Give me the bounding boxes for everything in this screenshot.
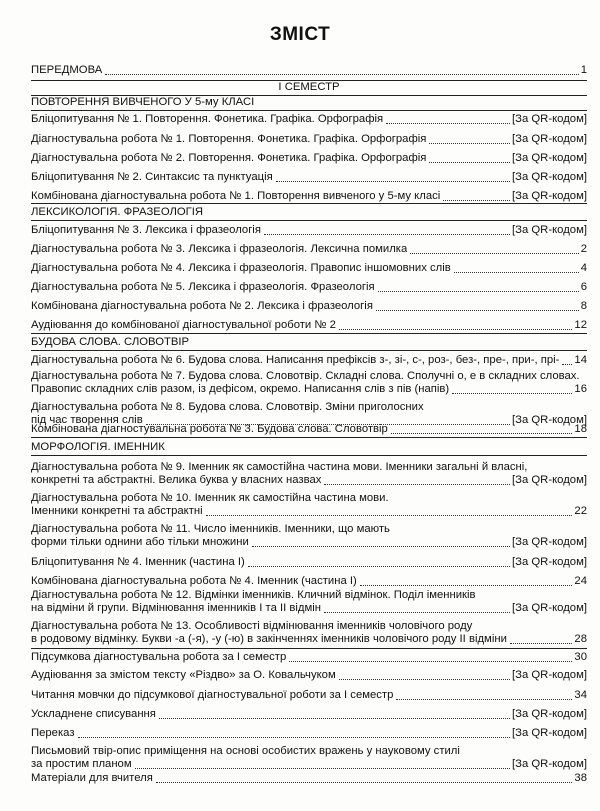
- toc-entry-label: Бліцопитування № 3. Лексика і фразеологія: [31, 224, 261, 236]
- leader-dots: [443, 199, 510, 201]
- toc-entry-page: [За QR-кодом]: [512, 171, 587, 183]
- leader-dots: [410, 252, 578, 254]
- toc-entry-page: 28: [574, 633, 587, 645]
- toc-entry-page: [За QR-кодом]: [512, 708, 587, 720]
- toc-entry[interactable]: [31, 300, 587, 313]
- toc-entry[interactable]: [31, 171, 587, 184]
- leader-dots: [376, 309, 579, 311]
- section-heading: [31, 96, 587, 109]
- leader-dots: [386, 122, 510, 124]
- toc-entry-page: [За QR-кодом]: [512, 727, 587, 739]
- toc-entry[interactable]: [31, 152, 587, 165]
- toc-entry-page: [За QR-кодом]: [512, 669, 587, 681]
- toc-entry-page: 14: [574, 354, 587, 366]
- divider: [31, 203, 587, 204]
- divider: [31, 648, 587, 649]
- leader-dots: [78, 736, 511, 738]
- toc-entry-page: 34: [574, 689, 587, 701]
- toc-entry[interactable]: [31, 370, 587, 396]
- toc-entry-label: Діагностувальна робота № 6. Будова слова. Написання префіксів з-, зі-, с-, роз-, без-, пре-, при-, прі-: [31, 354, 560, 366]
- toc-entry[interactable]: [31, 133, 587, 146]
- toc-entry[interactable]: [31, 523, 587, 549]
- semester-heading: І СЕМЕСТР: [278, 81, 340, 93]
- toc-entry[interactable]: [31, 243, 587, 256]
- toc-entry[interactable]: [31, 319, 587, 332]
- toc-entry-page: 8: [580, 300, 587, 312]
- toc-entry-label: Діагностувальна робота № 7. Будова слова. Словотвір. Складні слова. Сполучні о, е в складних словах.: [31, 370, 580, 382]
- toc-entry[interactable]: [31, 651, 587, 664]
- leader-dots: [324, 483, 510, 485]
- toc-entry-page: 4: [580, 262, 587, 274]
- toc-entry-label: Комбінована діагностувальна робота № 2. Лексика і фразеологія: [31, 300, 373, 312]
- toc-entry-label: Діагностувальна робота № 1. Повторення. Фонетика. Графіка. Орфографія: [31, 133, 427, 145]
- toc-entry-label: Діагностувальна робота № 9. Іменник як самостійна частина мови. Іменники загальні й власні,: [31, 461, 528, 473]
- toc-entry-label: Комбінована діагностувальна робота № 1. Повторення вивченого у 5-му класі: [31, 190, 441, 202]
- toc-entry-page: [За QR-кодом]: [512, 556, 587, 568]
- leader-dots: [429, 161, 510, 163]
- toc-entry-label: Читання мовчки до підсумкової діагностувальної роботи за І семестр: [31, 689, 394, 701]
- toc-entry-page: [За QR-кодом]: [512, 758, 587, 770]
- leader-dots: [156, 781, 573, 783]
- toc-entry-label: Бліцопитування № 2. Синтаксис та пунктуація: [31, 171, 273, 183]
- toc-entry-label: в родовому відмінку. Букви -а (-я), -у (-ю) в закінченнях іменників чоловічого роду ІІ відміни: [31, 633, 507, 645]
- toc-entry[interactable]: [31, 772, 587, 785]
- divider: [31, 110, 587, 111]
- toc-entry[interactable]: [31, 492, 587, 518]
- toc-entry-label: Бліцопитування № 4. Іменник (частина І): [31, 556, 245, 568]
- toc-entry-page: [За QR-кодом]: [512, 224, 587, 236]
- divider: [31, 333, 587, 334]
- toc-entry-intro[interactable]: [31, 64, 587, 77]
- leader-dots: [360, 584, 573, 586]
- toc-entry-page: [За QR-кодом]: [512, 536, 587, 548]
- toc-entry-page: [За QR-кодом]: [512, 414, 587, 426]
- toc-entry-label: Діагностувальна робота № 2. Повторення. Фонетика. Графіка. Орфографія: [31, 152, 427, 164]
- leader-dots: [289, 660, 572, 662]
- toc-entry-label: ПЕРЕДМОВА: [31, 64, 103, 76]
- leader-dots: [324, 611, 510, 613]
- page-title: ЗМІСТ: [269, 24, 331, 45]
- toc-entry-label: Діагностувальна робота № 12. Відмінки іменників. Кличний відмінок. Поділ іменників: [31, 589, 476, 601]
- section-heading: [31, 336, 587, 349]
- toc-entry-page: 1: [580, 64, 587, 76]
- leader-dots: [454, 271, 579, 273]
- toc-entry-label: на відміни й групи. Відмінювання іменників І та ІІ відмін: [31, 602, 322, 614]
- toc-entry[interactable]: [31, 727, 587, 740]
- toc-entry-page: [За QR-кодом]: [512, 474, 587, 486]
- toc-entry[interactable]: [31, 423, 587, 436]
- toc-entry-page: 22: [574, 505, 587, 517]
- toc-entry-label: Діагностувальна робота № 13. Особливості відмінювання іменників чоловічого роду: [31, 620, 473, 632]
- toc-entry-label: Бліцопитування № 1. Повторення. Фонетика. Графіка. Орфографія: [31, 113, 384, 125]
- toc-entry-page: 30: [574, 651, 587, 663]
- toc-entry-label: Матеріали для вчителя: [31, 772, 153, 784]
- toc-entry[interactable]: [31, 669, 587, 682]
- toc-entry-page: 12: [574, 319, 587, 331]
- toc-entry[interactable]: [31, 556, 587, 569]
- leader-dots: [378, 290, 579, 292]
- leader-dots: [510, 642, 573, 644]
- toc-entry-label: Діагностувальна робота № 8. Будова слова. Словотвір. Зміни приголосних: [31, 401, 424, 413]
- toc-entry-label: під час творення слів: [31, 414, 143, 426]
- toc-entry[interactable]: [31, 745, 587, 771]
- toc-entry-label: Діагностувальна робота № 10. Іменник як самостійна частина мови.: [31, 492, 389, 504]
- toc-entry-label: Діагностувальна робота № 5. Лексика і фразеологія. Фразеологія: [31, 281, 375, 293]
- toc-entry-label: Переказ: [31, 727, 75, 739]
- toc-entry-label: ЛЕКСИКОЛОГІЯ. ФРАЗЕОЛОГІЯ: [31, 206, 204, 218]
- toc-entry-label: за простим планом: [31, 758, 132, 770]
- leader-dots: [276, 180, 510, 182]
- toc-entry[interactable]: [31, 262, 587, 275]
- toc-entry[interactable]: [31, 113, 587, 126]
- toc-entry-page: [За QR-кодом]: [512, 190, 587, 202]
- toc-entry-label: Комбінована діагностувальна робота № 4. Іменник (частина І): [31, 575, 357, 587]
- toc-entry-page: [За QR-кодом]: [512, 602, 587, 614]
- toc-entry-label: ПОВТОРЕННЯ ВИВЧЕНОГО У 5-му КЛАСІ: [31, 96, 255, 108]
- toc-entry[interactable]: [31, 461, 587, 487]
- leader-dots: [391, 432, 573, 434]
- toc-entry[interactable]: [31, 689, 587, 702]
- toc-entry-label: Аудіювання до комбінованої діагностувальної роботи № 2: [31, 319, 336, 331]
- toc-entry-page: 38: [574, 772, 587, 784]
- toc-entry-label: Діагностувальна робота № 4. Лексика і фразеологія. Правопис іншомовних слів: [31, 262, 451, 274]
- divider: [31, 350, 587, 351]
- leader-dots: [135, 767, 510, 769]
- toc-entry-label: МОРФОЛОГІЯ. ІМЕННИК: [31, 441, 165, 453]
- divider: [31, 455, 587, 456]
- toc-entry-page: 18: [574, 423, 587, 435]
- toc-entry[interactable]: [31, 589, 587, 615]
- leader-dots: [206, 514, 573, 516]
- toc-entry[interactable]: [31, 224, 587, 237]
- toc-entry-label: Правопис складних слів разом, із дефісом, окремо. Написання слів з пів (напів): [31, 383, 450, 395]
- toc-entry-label: Ускладнене списування: [31, 708, 156, 720]
- section-heading: [31, 206, 587, 219]
- leader-dots: [105, 73, 578, 75]
- toc-entry-label: конкретні та абстрактні. Велика буква у власних назвах: [31, 474, 322, 486]
- leader-dots: [396, 698, 572, 700]
- toc-entry-label: Комбінована діагностувальна робота № 3. Будова слова. Словотвір: [31, 423, 388, 435]
- leader-dots: [159, 717, 510, 719]
- toc-entry-label: БУДОВА СЛОВА. СЛОВОТВІР: [31, 336, 190, 348]
- toc-entry-label: Письмовий твір-опис приміщення на основі особистих вражень у науковому стилі: [31, 745, 460, 757]
- toc-entry-label: Аудіювання за змістом тексту «Різдво» за О. Ковальчуком: [31, 669, 336, 681]
- leader-dots: [264, 233, 510, 235]
- section-heading: [31, 441, 587, 454]
- toc-entry-page: 6: [580, 281, 587, 293]
- toc-entry-label: Діагностувальна робота № 11. Число іменників. Іменники, що мають: [31, 523, 390, 535]
- leader-dots: [452, 392, 572, 394]
- leader-dots: [252, 545, 510, 547]
- semester-heading-row: [31, 81, 587, 94]
- leader-dots: [429, 142, 510, 144]
- leader-dots: [339, 678, 510, 680]
- toc-entry-label: Підсумкова діагностувальна робота за І семестр: [31, 651, 287, 663]
- toc-entry-page: 24: [574, 575, 587, 587]
- toc-entry-label: Діагностувальна робота № 3. Лексика і фразеологія. Лексична помилка: [31, 243, 408, 255]
- toc-entry-page: [За QR-кодом]: [512, 152, 587, 164]
- toc-entry-page: 2: [580, 243, 587, 255]
- leader-dots: [562, 363, 572, 365]
- toc-entry[interactable]: [31, 575, 587, 588]
- toc-entry[interactable]: [31, 190, 587, 203]
- toc-entry[interactable]: [31, 708, 587, 721]
- toc-entry-page: [За QR-кодом]: [512, 133, 587, 145]
- toc-entry[interactable]: [31, 620, 587, 646]
- leader-dots: [248, 565, 510, 567]
- leader-dots: [339, 328, 573, 330]
- toc-entry-label: Іменники конкретні та абстрактні: [31, 505, 203, 517]
- divider: [31, 437, 587, 438]
- toc-entry-page: [За QR-кодом]: [512, 113, 587, 125]
- toc-entry-label: форми тільки однини або тільки множини: [31, 536, 249, 548]
- divider: [31, 220, 587, 221]
- toc-entry[interactable]: [31, 354, 587, 367]
- toc-entry[interactable]: [31, 281, 587, 294]
- toc-entry-page: 16: [574, 383, 587, 395]
